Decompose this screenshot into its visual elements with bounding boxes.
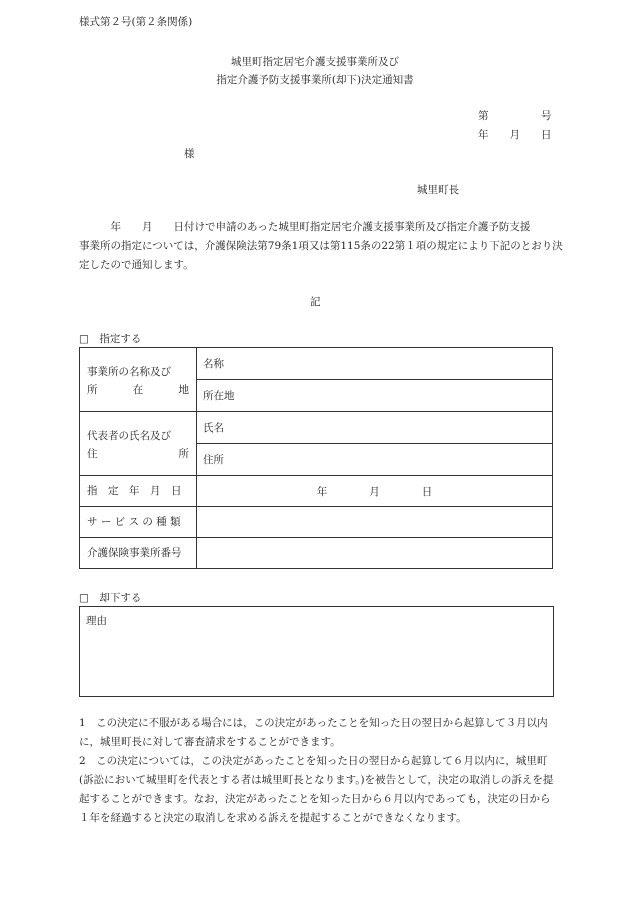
designate-checkbox-label[interactable]: □ 指定する bbox=[79, 333, 142, 345]
reject-checkbox-label[interactable]: □ 却下する bbox=[79, 592, 142, 604]
issuer-name: 城里町長 bbox=[417, 184, 459, 196]
document-title-line2: 指定介護予防支援事業所(却下)決定通知書 bbox=[216, 74, 414, 86]
designation-date-label: 指 定 年 月 日 bbox=[80, 476, 197, 507]
document-number: 第 号 bbox=[478, 110, 552, 122]
recipient-suffix: 様 bbox=[184, 148, 195, 160]
body-text-line3: 定したので通知します。 bbox=[79, 259, 194, 271]
service-type-label: サ ー ビ ス の 種 類 bbox=[80, 507, 197, 538]
reason-box[interactable] bbox=[79, 606, 554, 697]
representative-address-cell[interactable]: 住所 bbox=[197, 444, 553, 476]
form-number-label: 様式第２号(第２条関係) bbox=[79, 16, 193, 28]
note-2: 2 この決定については，この決定があったことを知った日の翌日から起算して６月以内に，城里町(訴訟において城里町を代表とする者は城里町長となります。)を被告として，決定の取消しの訴えを提起することができます。なお，決定があったことを知った日から６月以内であっても，決定の日から１年を経過すると決定の取消しを求める訴えを提起することができなくなります。 bbox=[79, 755, 554, 824]
note-1: 1 この決定に不服がある場合には，この決定があったことを知った日の翌日から起算して３月以内に，城里町長に対して審査請求をすることができます。 bbox=[79, 717, 548, 748]
body-text-line1: 年 月 日付けで申請のあった城里町指定居宅介護支援事業所及び指定介護予防支援 bbox=[79, 221, 531, 233]
office-number-label: 介護保険事業所番号 bbox=[80, 538, 197, 569]
ki-heading: 記 bbox=[310, 296, 321, 308]
service-type-cell[interactable] bbox=[197, 507, 553, 538]
designation-table bbox=[79, 347, 553, 569]
representative-label: 代表者の氏名及び 住 所 bbox=[80, 412, 197, 476]
reason-label: 理由 bbox=[86, 615, 107, 627]
office-name-cell[interactable]: 名称 bbox=[197, 348, 553, 380]
office-address-cell[interactable]: 所在地 bbox=[197, 380, 553, 412]
document-title-line1: 城里町指定居宅介護支援事業所及び bbox=[231, 56, 399, 68]
office-number-cell[interactable] bbox=[197, 538, 553, 569]
body-text-line2: 事業所の指定については，介護保険法第79条1項又は第115条の22第１項の規定により下記のとおり決 bbox=[79, 240, 563, 252]
designation-date-cell[interactable]: 年 月 日 bbox=[197, 476, 553, 507]
document-date: 年 月 日 bbox=[478, 129, 552, 141]
representative-name-cell[interactable]: 氏名 bbox=[197, 412, 553, 444]
office-name-address-label: 事業所の名称及び 所 在 地 bbox=[80, 348, 197, 412]
